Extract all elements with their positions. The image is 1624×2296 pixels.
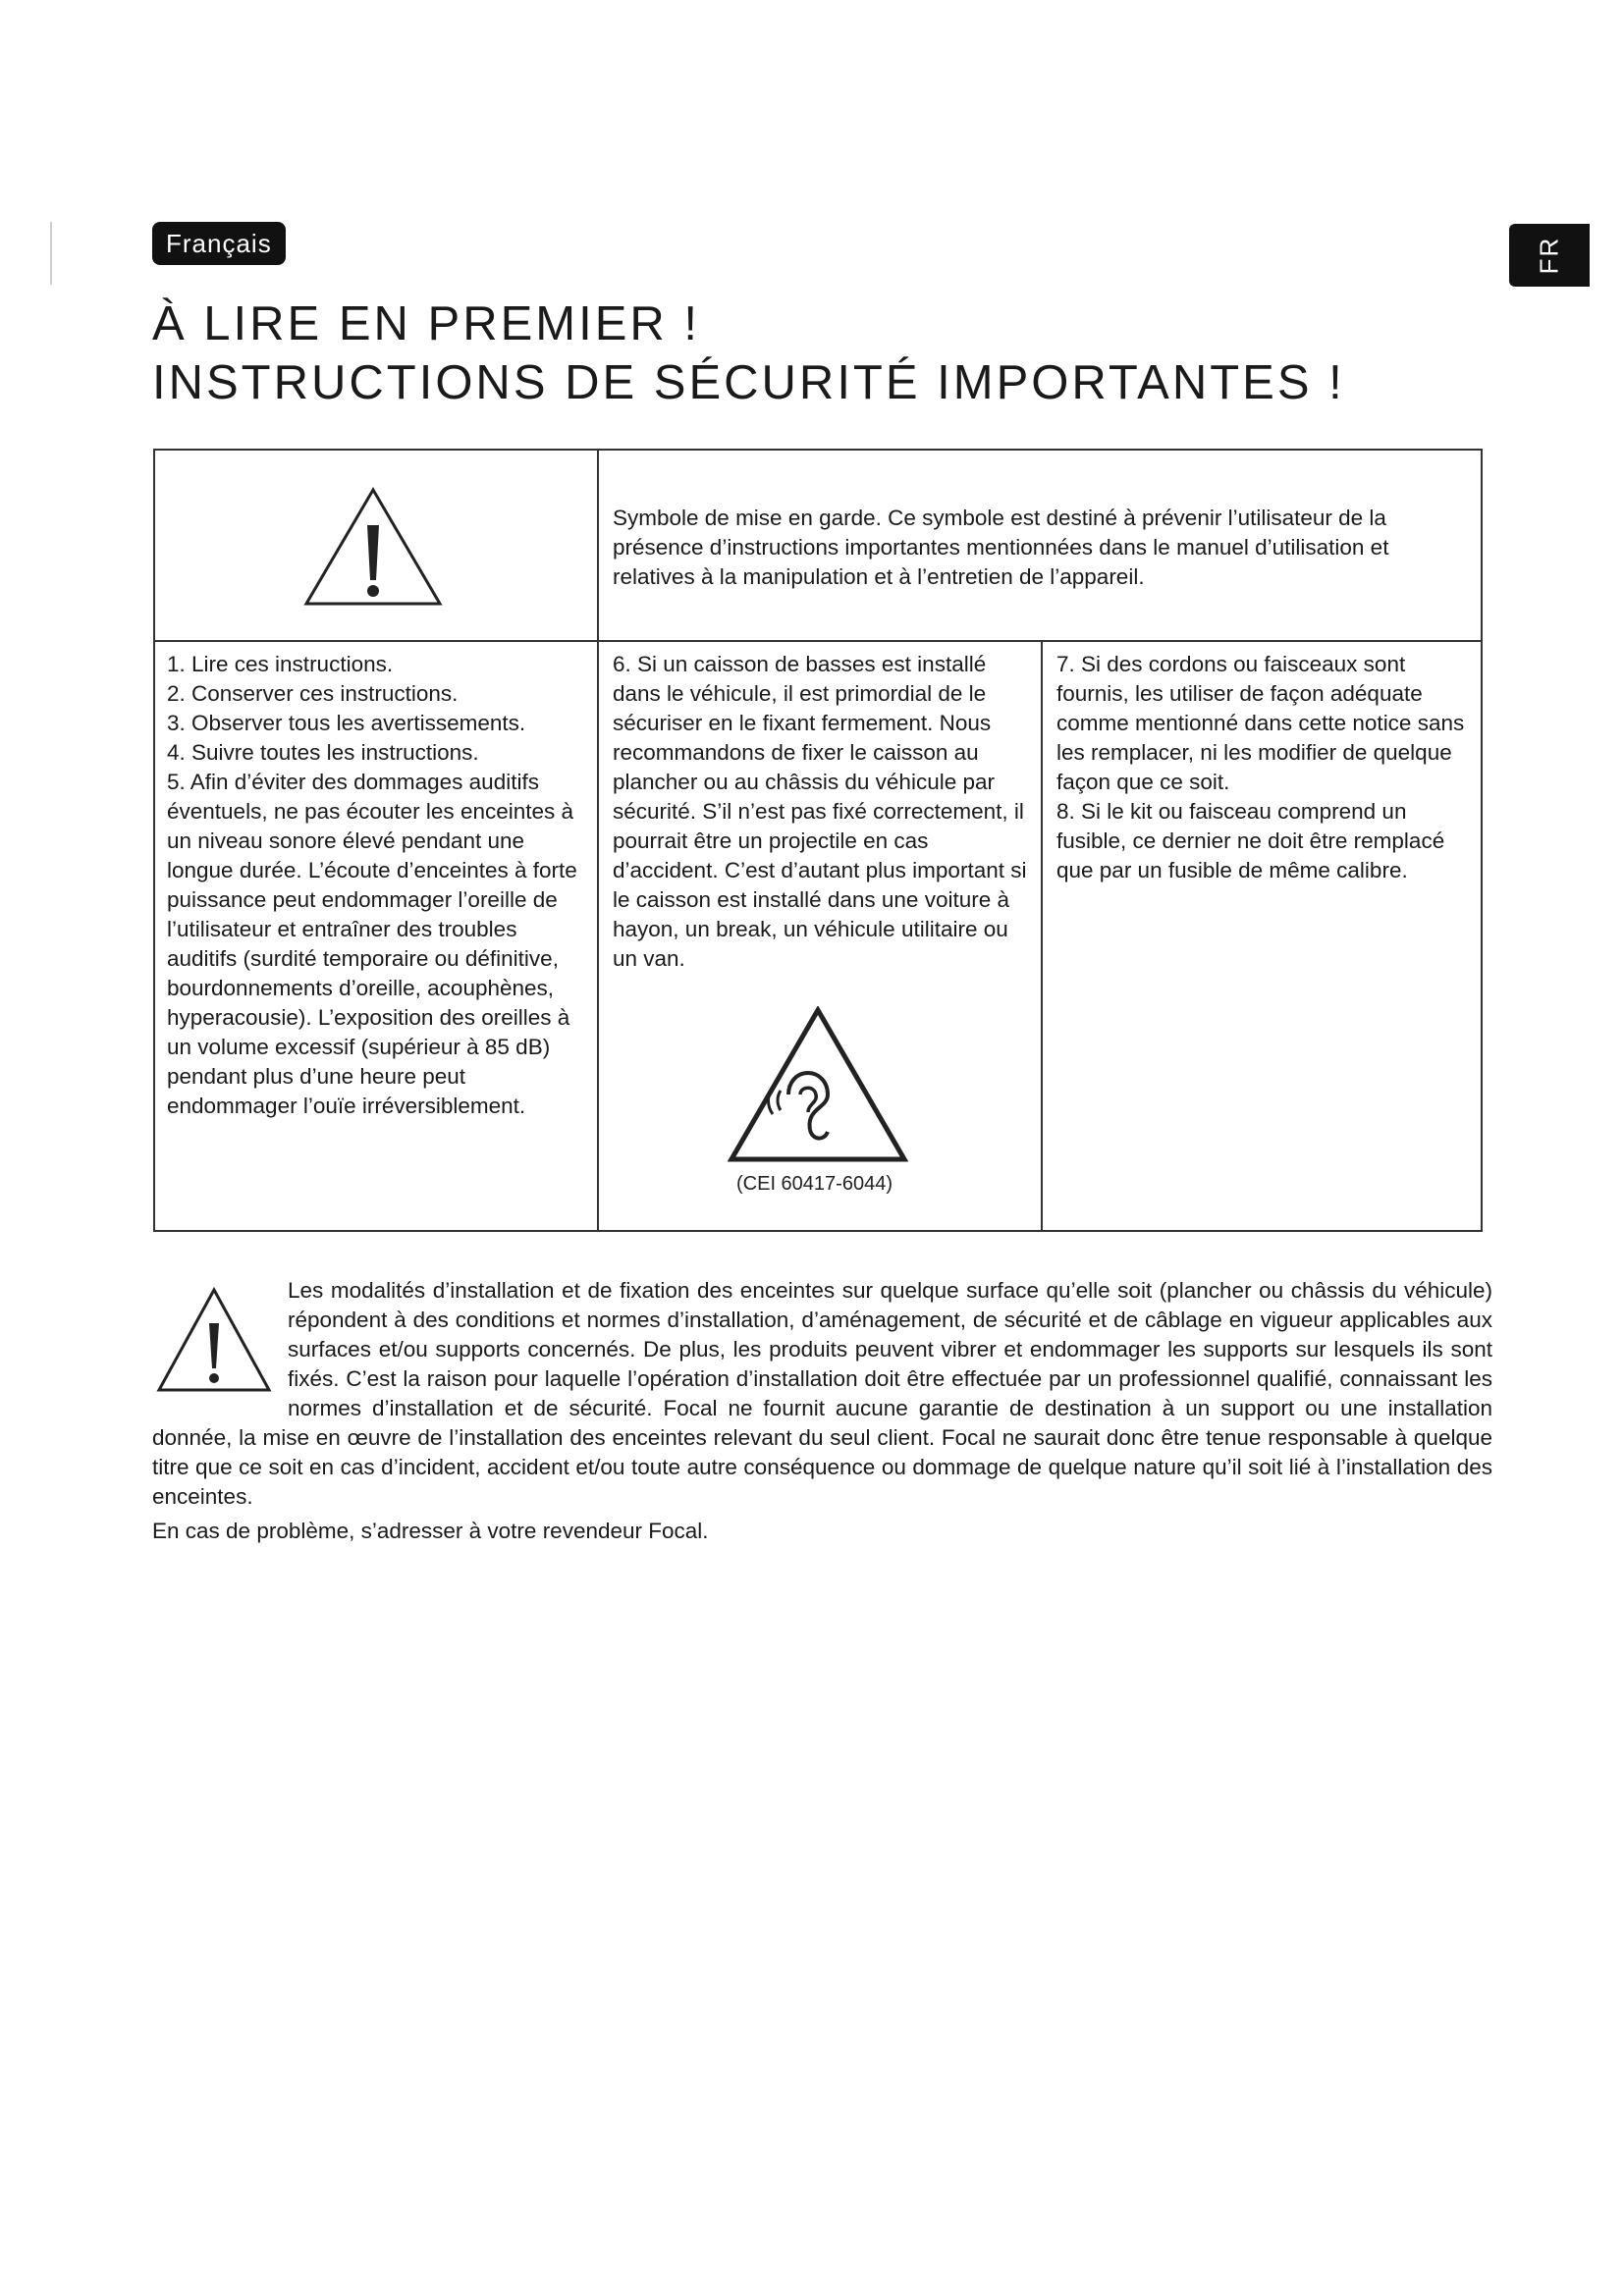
warning-triangle-icon <box>302 486 444 608</box>
divider-vertical <box>1041 640 1043 1230</box>
instruction-item: 4. Suivre toutes les instructions. <box>167 740 479 765</box>
instructions-column-3 <box>1056 650 1477 885</box>
hearing-symbol-caption: (CEI 60417-6044) <box>736 1173 893 1195</box>
title-line-2: INSTRUCTIONS DE SÉCURITÉ IMPORTANTES ! <box>152 356 1345 409</box>
instructions-column-2 <box>613 650 1033 974</box>
warning-symbol-description: Symbole de mise en garde. Ce symbole est destiné à prévenir l’utilisateur de la présence d’instructions importantes mentionnées dans le manuel d’utilisation et relatives à la manipulation et à l’entretien de l’appareil. <box>613 506 1389 589</box>
installation-notice <box>152 1276 1492 1512</box>
installation-paragraph: Les modalités d’installation et de fixation des enceintes sur quelque surface qu’elle soit (plancher ou châssis du véhicule) répondent à des conditions et normes d’installation, d’aménagement, de sécurité et de câblage en vigueur applicables aux surfaces et/ou supports concernés. De plus, les produits peuvent vibrer et endommager les supports sur lesquels ils sont fixés. C’est la raison pour laquelle l’opération d’installation doit être effectuée par un professionnel qualifié, connaissant les normes d’installation et de sécurité. Focal ne fournit aucune garantie de destination à un support ou une installation donnée, la mise en œuvre de l’installation des enceintes relevant du seul client. Focal ne saurait donc être tenue responsable à quelque titre que ce soit en cas d’incident, accident et/ou toute autre conséquence ou dommage de quelque nature qu’il soit lié à l’installation des enceintes. <box>152 1278 1492 1509</box>
instruction-item: 6. Si un caisson de basses est installé dans le véhicule, il est primordial de le sécuriser en le fixant fermement. Nous recommandons de fixer le caisson au plancher ou au châssis du véhicule par sécurité. S’il n’est pas fixé correctement, il pourrait être un projectile en cas d’accident. C’est d’autant plus important si le caisson est installé dans une voiture à hayon, un break, un véhicule utilitaire ou un van. <box>613 652 1027 971</box>
divider-horizontal <box>155 640 1481 642</box>
instruction-item: 5. Afin d’éviter des dommages auditifs éventuels, ne pas écouter les enceintes à un niveau sonore élevé pendant une longue durée. L’écoute d’enceintes à forte puissance peut endommager l’oreille de l’utilisateur et entraîner des troubles auditifs (surdité temporaire ou définitive, bourdonnements d’oreille, acouphènes, hyperacousie). L’exposition des oreilles à un volume excessif (supérieur à 85 dB) pendant plus d’une heure peut endommager l’ouïe irréversiblement. <box>167 770 577 1118</box>
instructions-column-1 <box>167 650 587 1121</box>
page-title <box>152 294 1345 412</box>
hearing-protection-icon <box>728 1006 908 1163</box>
instruction-item: 7. Si des cordons ou faisceaux sont fournis, les utiliser de façon adéquate comme mentionné dans cette notice sans les remplacer, ni les modifier de quelque façon que ce soit. <box>1056 652 1465 794</box>
instruction-item: 2. Conserver ces instructions. <box>167 681 459 706</box>
title-line-1: À LIRE EN PREMIER ! <box>152 297 701 350</box>
language-label: Français <box>152 222 286 265</box>
instruction-item: 8. Si le kit ou faisceau comprend un fusible, ce dernier ne doit être remplacé que par un fusible de même calibre. <box>1056 799 1445 882</box>
instruction-item: 1. Lire ces instructions. <box>167 652 394 676</box>
safety-instructions-table <box>153 449 1483 1232</box>
icon-spacer <box>152 1276 288 1423</box>
language-side-tab <box>1509 224 1590 287</box>
divider-vertical <box>597 451 599 1230</box>
instruction-item: 3. Observer tous les avertissements. <box>167 711 526 735</box>
margin-rule <box>50 222 52 285</box>
side-tab-label: FR <box>1534 236 1564 275</box>
contact-dealer-note: En cas de problème, s’adresser à votre revendeur Focal. <box>152 1519 709 1543</box>
